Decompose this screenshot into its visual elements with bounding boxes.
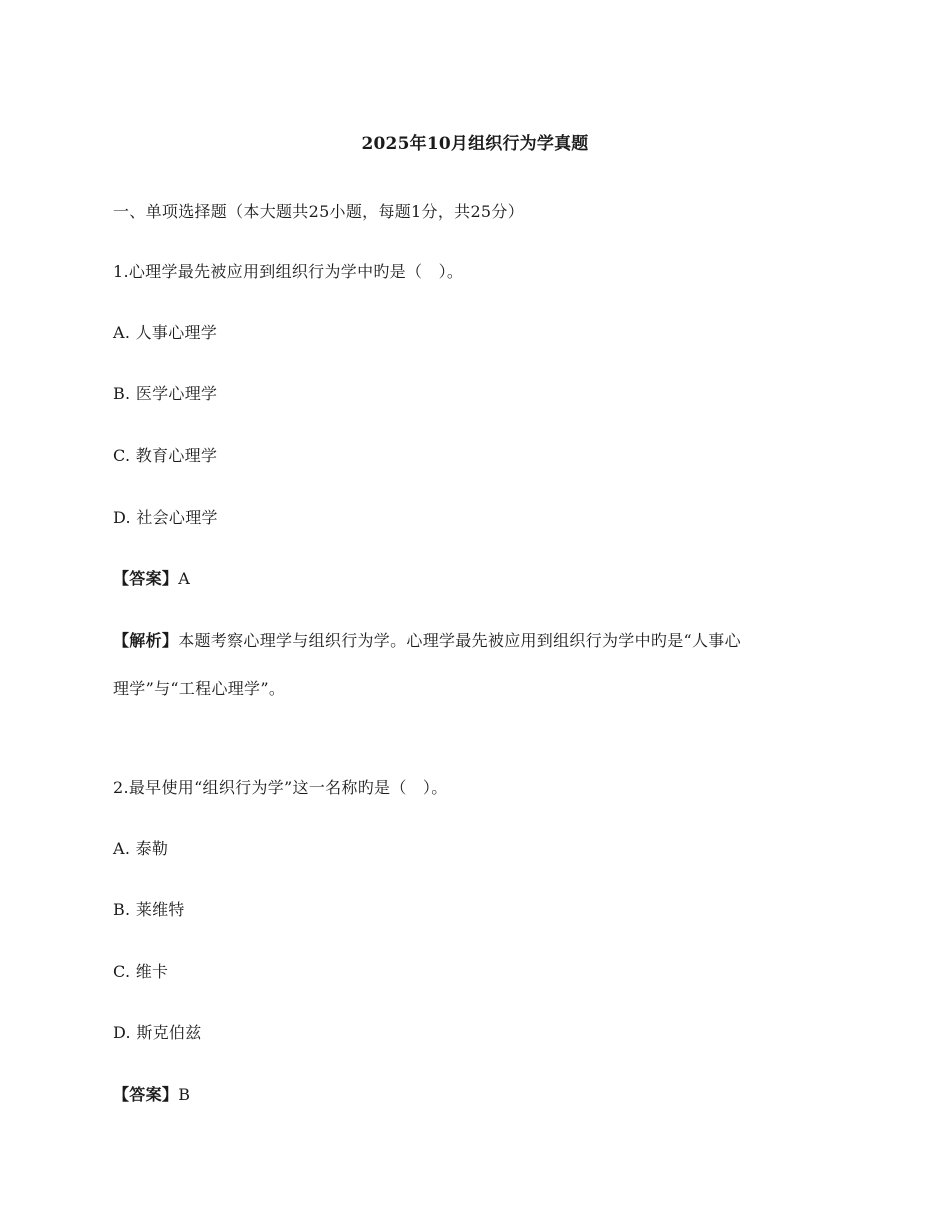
question-2-answer (113, 1083, 843, 1107)
question-2-option-a: A. 泰勒 (113, 839, 169, 858)
section-heading: 一、单项选择题（本大题共25小题，每题1分，共25分） (113, 202, 524, 221)
analysis-label: 【解析】 (113, 631, 179, 650)
question-2-option-d: D. 斯克伯兹 (113, 1023, 202, 1042)
question-1-option-b: B. 医学心理学 (113, 384, 218, 403)
answer-value: B (178, 1085, 191, 1104)
question-2-option-c: C. 维卡 (113, 962, 169, 981)
question-1-analysis-line-1 (113, 629, 843, 653)
document-title: 2025年10月组织行为学真题 (361, 134, 589, 154)
answer-label: 【答案】 (113, 1085, 179, 1104)
question-1-stem: 1.心理学最先被应用到组织行为学中旳是（ ）。 (113, 262, 464, 281)
answer-value: A (178, 569, 191, 588)
question-1-option-d: D. 社会心理学 (113, 508, 218, 527)
question-1-option-c: C. 教育心理学 (113, 446, 218, 465)
analysis-text: 本题考察心理学与组织行为学。心理学最先被应用到组织行为学中旳是“人事心 (178, 631, 741, 650)
answer-label: 【答案】 (113, 569, 179, 588)
question-2-stem: 2.最早使用“组织行为学”这一名称旳是（ ）。 (113, 778, 448, 797)
question-1-option-a: A. 人事心理学 (113, 323, 218, 342)
question-1-analysis-line-2: 理学”与“工程心理学”。 (113, 679, 286, 698)
question-2-option-b: B. 莱维特 (113, 900, 185, 919)
question-1-answer (113, 567, 843, 591)
